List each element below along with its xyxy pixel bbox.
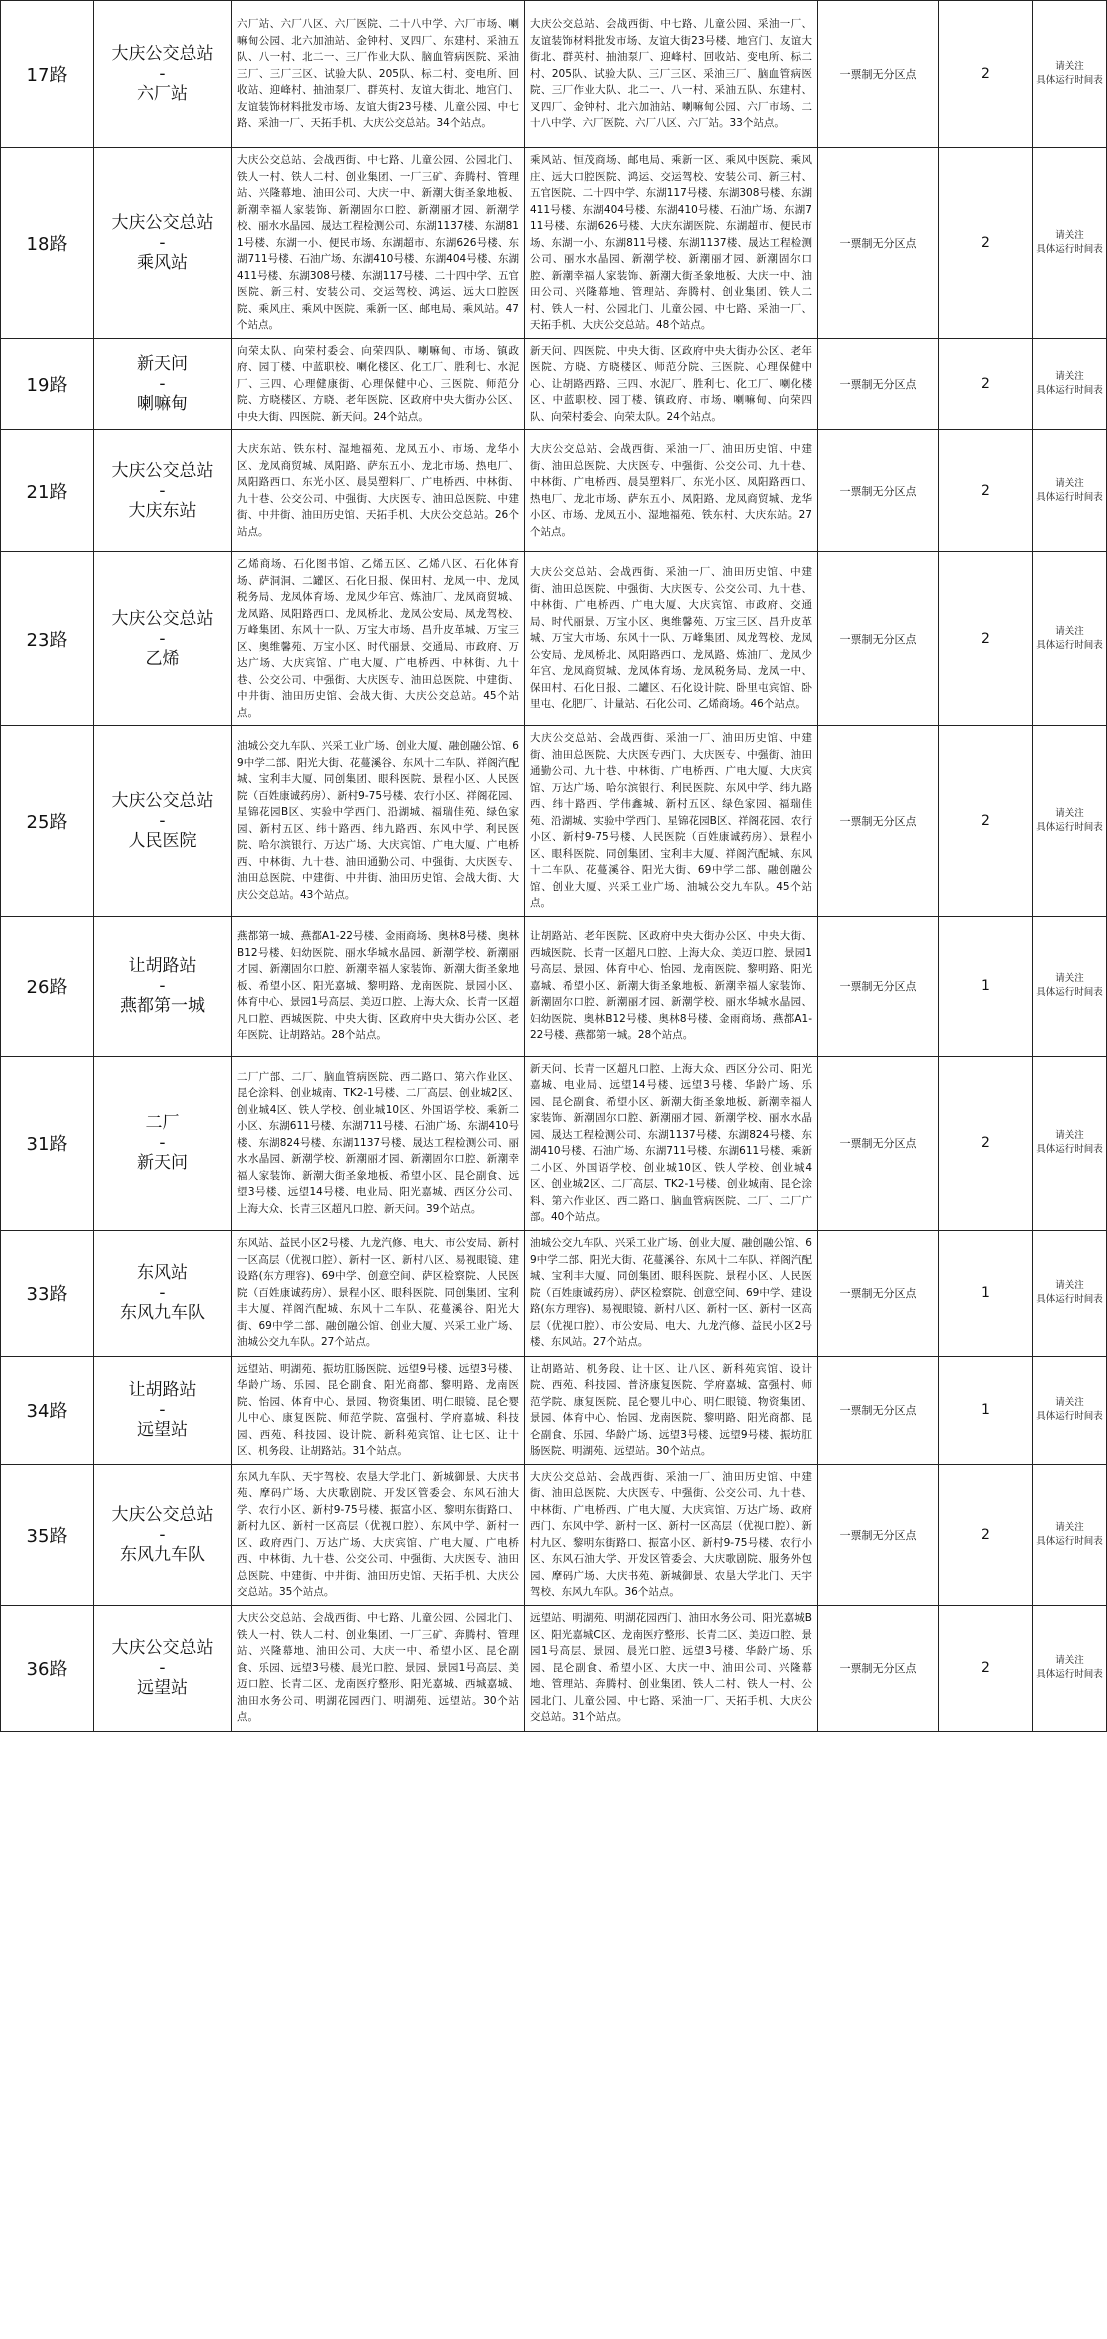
fare-type: 一票制无分区点 (818, 916, 939, 1056)
note-line-1: 请关注 (1055, 1130, 1084, 1141)
fare-type: 一票制无分区点 (818, 338, 939, 430)
note-line-2: 具体运行时间表 (1036, 384, 1103, 396)
stops-down: 大庆公交总站、会战西街、采油一厂、油田历史馆、中建街、油田总医院、大庆医专、中强街、公交公司、九十巷、中林街、广电桥西、广电大厦、大庆宾馆、万达广场、政府西门、东风中学、新村一区、新村一区高层（优视口腔）、新村九区、黎明东街路口、振富小区、新村9-75号楼、农行小区、东风石油大学、开发区管委会、大庆歌剧院、服务外包园、摩码广场、大庆书苑、新城御景、农垦大学北门、天宇驾校、东风九车队。36个站点。 (525, 1464, 818, 1605)
route-terminals (94, 430, 232, 552)
route-terminals (94, 1, 232, 148)
terminal-separator: - (159, 64, 166, 84)
schedule-note (1033, 1356, 1107, 1464)
note-line-1: 请关注 (1055, 61, 1084, 72)
stops-down: 让胡路站、机务段、让十区、让八区、新科苑宾馆、设计院、西苑、科技园、普济康复医院、学府嘉城、富强村、师范学院、康复医院、昆仑婴儿中心、明仁眼镜、物资集团、景园、体育中心、怡园、龙南医院、黎明路、阳光商都、昆仑副食、乐园、华龄广场、远望3号楼、远望9号楼、振坊肛肠医院、明湖苑、远望站。30个站点。 (525, 1356, 818, 1464)
note-line-1: 请关注 (1055, 625, 1084, 637)
table-row (1, 1056, 1107, 1230)
route-number: 31路 (1, 1056, 94, 1230)
fare-type: 一票制无分区点 (818, 430, 939, 552)
stops-down: 油城公交九车队、兴采工业广场、创业大厦、融创融公馆、69中学二部、阳光大街、花蔓溪谷、东风十二车队、祥阁汽配城、宝利丰大厦、同创集团、眼科医院、景程小区、人民医院（百姓康诚药房）、萨区检察院、创意空间、69中学、建设路(东方理容)、易视眼镜、新村八区、新村一区、新村一区高层（优视口腔）、市公安局、电大、九龙汽修、益民小区2号楼、东风站。27个站点。 (525, 1230, 818, 1356)
route-number: 25路 (1, 726, 94, 917)
stops-up: 向荣太队、向荣村委会、向荣四队、喇嘛甸、市场、镇政府、园丁楼、中蓝职校、喇化楼区、化工厂、胜利七、水泥厂、三四、心理健康街、心理保健中心、三医院、师范分院、方晓楼区、方晓、老年医院、区政府中央大街办公区、中央大街、四医院、新天问。24个站点。 (232, 338, 525, 430)
fare-amount: 1 (939, 1356, 1033, 1464)
note-line-1: 请关注 (1055, 1521, 1084, 1533)
note-line-1: 请关注 (1055, 229, 1084, 241)
fare-type: 一票制无分区点 (818, 552, 939, 726)
schedule-note (1033, 726, 1107, 917)
table-row (1, 148, 1107, 339)
terminal-from: 东风站 (137, 1263, 188, 1283)
fare-amount: 2 (939, 552, 1033, 726)
note-line-2: 具体运行时间表 (1036, 1535, 1103, 1547)
terminal-from: 大庆公交总站 (111, 1504, 214, 1525)
table-row (1, 1230, 1107, 1356)
note-line-2: 具体运行时间表 (1036, 1669, 1103, 1680)
route-number: 34路 (1, 1356, 94, 1464)
note-line-1: 请关注 (1055, 807, 1084, 819)
schedule-note (1033, 1605, 1107, 1731)
schedule-note (1033, 338, 1107, 430)
fare-amount: 2 (939, 1056, 1033, 1230)
route-terminals (94, 1056, 232, 1230)
route-number: 35路 (1, 1464, 94, 1605)
note-line-1: 请关注 (1055, 370, 1084, 382)
note-line-2: 具体运行时间表 (1036, 491, 1103, 503)
fare-amount: 2 (939, 1, 1033, 148)
fare-type: 一票制无分区点 (818, 726, 939, 917)
route-terminals (94, 1605, 232, 1731)
terminal-from: 大庆公交总站 (111, 212, 214, 233)
terminal-separator: - (159, 1400, 166, 1420)
route-number: 33路 (1, 1230, 94, 1356)
terminal-from: 大庆公交总站 (111, 1638, 214, 1658)
fare-type: 一票制无分区点 (818, 1056, 939, 1230)
stops-down: 新天问、长青一区超凡口腔、上海大众、西区分公司、阳光嘉城、电业局、远望14号楼、远望3号楼、华龄广场、乐园、昆仑副食、希望小区、新潮大街圣象地板、新潮幸福人家装饰、新潮固尔口腔、新潮丽才园、新潮学校、丽水水晶园、晟达工程检测公司、东湖1137号楼、东湖824号楼、东湖410号楼、石油广场、东湖711号楼、东湖611号楼、乘新二小区、外国语学校、创业城10区、铁人学校、创业城4区、创业城2区、二厂高层、TK2-1号楼、创业城南、昆仑涂料、第六作业区、西二路口、脑血管病医院、二厂、二厂广部。40个站点。 (525, 1056, 818, 1230)
note-line-1: 请关注 (1055, 1397, 1084, 1408)
stops-up: 燕都第一城、燕都A1-22号楼、金雨商场、奥林8号楼、奥林B12号楼、妇幼医院、丽水华城水晶园、新潮学校、新潮丽才园、新潮固尔口腔、新潮幸福人家装饰、新潮大街圣象地板、希望小区、阳光嘉城、黎明路、龙南医院、景园小区、体育中心、景园1号高层、美迈口腔、上海大众、长青一区超凡口腔、西城医院、中央大街、区政府中央大街办公区、老年医院、让胡路站。28个站点。 (232, 916, 525, 1056)
fare-amount: 2 (939, 148, 1033, 339)
table-row (1, 726, 1107, 917)
fare-amount: 2 (939, 430, 1033, 552)
fare-type: 一票制无分区点 (818, 148, 939, 339)
terminal-to: 东风九车队 (120, 1544, 205, 1565)
terminal-separator: - (159, 1658, 166, 1678)
table-row (1, 430, 1107, 552)
stops-up: 远望站、明湖苑、振坊肛肠医院、远望9号楼、远望3号楼、华龄广场、乐园、昆仑副食、阳光商都、黎明路、龙南医院、怡园、体育中心、景园、物资集团、明仁眼镜、昆仑婴儿中心、康复医院、师范学院、富强村、学府嘉城、科技园、西苑、科技园、设计院、新科苑宾馆、让七区、让十区、机务段、让胡路站。31个站点。 (232, 1356, 525, 1464)
terminal-from: 二厂 (145, 1113, 180, 1133)
fare-amount: 2 (939, 1464, 1033, 1605)
stops-up: 大庆东站、铁东村、湿地福苑、龙凤五小、市场、龙华小区、龙凤商贸城、凤阳路、萨东五小、龙北市场、热电厂、凤阳路西口、东光小区、晨昊塑料厂、广电桥西、中林街、九十巷、公交公司、中强街、大庆医专、油田总医院、中建街、中井街、油田历史馆、天拓手机、大庆公交总站。26个站点。 (232, 430, 525, 552)
fare-amount: 2 (939, 338, 1033, 430)
table-row (1, 1, 1107, 148)
terminal-separator: - (159, 1283, 166, 1303)
stops-down: 远望站、明湖苑、明湖花园西门、油田水务公司、阳光嘉城B区、阳光嘉城C区、龙南医疗整形、长青二区、美迈口腔、景园1号高层、景园、晨光口腔、远望3号楼、华龄广场、乐园、昆仑副食、希望小区、大庆一中、油田公司、兴隆幕地、管理站、奔腾村、创业集团、铁人二村、铁人一村、公园北门、儿童公园、中七路、采油一厂、天拓手机、大庆公交总站。31个站点。 (525, 1605, 818, 1731)
table-row (1, 1464, 1107, 1605)
schedule-note (1033, 148, 1107, 339)
table-row (1, 338, 1107, 430)
terminal-to: 人民医院 (128, 830, 197, 851)
note-line-1: 请关注 (1055, 1655, 1084, 1666)
stops-up: 乙烯商场、石化图书馆、乙烯五区、乙烯八区、石化体育场、萨洞洞、二罐区、石化日报、保田村、龙凤一中、龙凤税务局、龙凤体育场、龙凤少年宫、炼油厂、龙凤商贸城、龙凤路、凤阳路西口、龙凤桥北、龙凤公安局、凤龙驾校、万峰集团、东风十一队、万宝大市场、昌升皮革城、万宝三区、奥维馨苑、万宝小区、时代丽景、交通局、市政府、万达广场、大庆宾馆、广电大厦、广电桥西、中林街、九十巷、公交公司、中强街、大庆医专、油田总医院、中建街、中井街、油田历史馆、会战大街、大庆公交总站。45个站点。 (232, 552, 525, 726)
terminal-to: 燕都第一城 (120, 996, 205, 1016)
route-number: 36路 (1, 1605, 94, 1731)
stops-up: 六厂站、六厂八区、六厂医院、二十八中学、六厂市场、喇嘛甸公园、北六加油站、金钟村、叉四厂、东建村、采油五队、八一村、北二一、三厂作业大队、脑血管病医院、采油三厂、三厂三区、试验大队、205队、标二村、变电所、回收站、迎峰村、抽油泵厂、群英村、友谊大街北、地宫门、友谊装饰材料批发市场、友谊大街23号楼、儿童公园、中七路、采油一厂、天拓手机、大庆公交总站。34个站点。 (232, 1, 525, 148)
terminal-to: 新天问 (137, 1153, 188, 1173)
note-line-2: 具体运行时间表 (1036, 75, 1103, 86)
route-terminals (94, 552, 232, 726)
stops-up: 大庆公交总站、会战西街、中七路、儿童公园、公园北门、铁人一村、铁人二村、创业集团、一厂三矿、奔腾村、管理站、兴隆幕地、油田公司、大庆一中、希望小区、昆仑副食、乐园、远望3号楼、晨光口腔、景园、景园1号高层、美迈口腔、长青二区、龙南医疗整形、阳光嘉城、西城嘉城、油田水务公司、明湖花园西门、明湖苑、远望站。30个站点。 (232, 1605, 525, 1731)
terminal-to: 喇嘛甸 (137, 393, 188, 414)
table-row (1, 1356, 1107, 1464)
note-line-2: 具体运行时间表 (1036, 1294, 1103, 1305)
stops-down: 让胡路站、老年医院、区政府中央大街办公区、中央大街、西城医院、长青一区超凡口腔、上海大众、美迈口腔、景园1号高层、景园、体育中心、怡园、龙南医院、黎明路、阳光嘉城、希望小区、新潮大街圣象地板、新潮幸福人家装饰、新潮固尔口腔、新潮丽才园、新潮学校、丽水华城水晶园、妇幼医院、奥林B12号楼、奥林8号楼、金雨商场、燕都A1-22号楼、燕都第一城。28个站点。 (525, 916, 818, 1056)
stops-down: 大庆公交总站、会战西街、采油一厂、油田历史馆、中建街、油田总医院、中强街、大庆医专、公交公司、九十巷、中林街、广电桥西、广电大厦、大庆宾馆、市政府、交通局、时代丽景、万宝小区、奥维馨苑、万宝三区、昌升皮革城、万宝大市场、东风十一队、万峰集团、凤龙驾校、龙凤公安局、龙凤桥北、凤阳路西口、龙凤路、炼油厂、龙凤少年宫、龙凤商贸城、龙凤体育场、龙凤税务局、龙凤一中、保田村、石化日报、二罐区、石化设计院、卧里屯宾馆、卧里屯、化肥厂、计量站、石化公司、乙烯商场。46个站点。 (525, 552, 818, 726)
fare-type: 一票制无分区点 (818, 1356, 939, 1464)
terminal-separator: - (159, 480, 166, 501)
terminal-to: 大庆东站 (128, 500, 197, 521)
terminal-to: 六厂站 (137, 84, 188, 104)
terminal-from: 让胡路站 (128, 1380, 197, 1400)
terminal-separator: - (159, 373, 166, 394)
stops-up: 东风站、益民小区2号楼、九龙汽修、电大、市公安局、新村一区高层（优视口腔）、新村一区、新村八区、易视眼镜、建设路(东方理容)、69中学、创意空间、萨区检察院、人民医院（百姓康诚药房）、景程小区、眼科医院、同创集团、宝利丰大厦、祥阁汽配城、东风十二车队、花蔓溪谷、阳光大街、69中学二部、融创融公馆、创业大厦、兴采工业广场、油城公交九车队。27个站点。 (232, 1230, 525, 1356)
terminal-to: 乘风站 (137, 252, 188, 273)
terminal-from: 大庆公交总站 (111, 790, 214, 811)
fare-amount: 1 (939, 1230, 1033, 1356)
note-line-2: 具体运行时间表 (1036, 639, 1103, 651)
terminal-from: 大庆公交总站 (111, 44, 214, 64)
stops-up: 油城公交九车队、兴采工业广场、创业大厦、融创融公馆、69中学二部、阳光大街、花蔓溪谷、东风十二车队、祥阁汽配城、宝利丰大厦、同创集团、眼科医院、景程小区、人民医院（百姓康诚药房）、新村9-75号楼、农行小区、祥阁花园、星锦花园B区、实验中学西门、沿湖城、福瑞佳苑、绿色家园、新村五区、纬十路西、纬九路西、东风中学、利民医院、哈尔滨银行、万达广场、大庆宾馆、广电大厦、广电桥西、中林街、九十巷、油田通勤公司、中强街、大庆医专、油田总医院、中建街、中井街、油田历史馆、会战大街、大庆公交总站。43个站点。 (232, 726, 525, 917)
table-row (1, 552, 1107, 726)
schedule-note (1033, 430, 1107, 552)
terminal-separator: - (159, 976, 166, 996)
table-row (1, 916, 1107, 1056)
route-terminals (94, 1464, 232, 1605)
note-line-1: 请关注 (1055, 477, 1084, 489)
fare-type: 一票制无分区点 (818, 1230, 939, 1356)
note-line-1: 请关注 (1055, 973, 1084, 984)
fare-type: 一票制无分区点 (818, 1, 939, 148)
stops-down: 新天问、四医院、中央大街、区政府中央大街办公区、老年医院、方晓、方晓楼区、师范分院、三医院、心理保健中心、让胡路西路、三四、水泥厂、胜利七、化工厂、喇化楼区、中蓝职校、园丁楼、镇政府、市场、喇嘛甸、向荣四队、向荣村委会、向荣太队。24个站点。 (525, 338, 818, 430)
route-terminals (94, 1356, 232, 1464)
schedule-note (1033, 1464, 1107, 1605)
terminal-from: 大庆公交总站 (111, 460, 214, 481)
schedule-note (1033, 552, 1107, 726)
schedule-note (1033, 1230, 1107, 1356)
fare-type: 一票制无分区点 (818, 1605, 939, 1731)
stops-down: 大庆公交总站、会战西街、采油一厂、油田历史馆、中建街、油田总医院、大庆医专西门、大庆医专、中强街、油田通勤公司、九十巷、中林街、广电桥西、广电大厦、大庆宾馆、万达广场、哈尔滨银行、利民医院、东风中学、纬九路西、纬十路西、学伟鑫城、新村五区、绿色家园、福瑞佳苑、沿湖城、实验中学西门、星锦花园B区、祥阁花园、农行小区、新村9-75号楼、人民医院（百姓康诚药房）、景程小区、眼科医院、同创集团、宝利丰大厦、祥阁汽配城、东风十二车队、花蔓溪谷、阳光大街、69中学二部、融创融公馆、创业大厦、兴采工业广场、油城公交九车队。45个站点。 (525, 726, 818, 917)
routes-table-body (1, 1, 1107, 1732)
note-line-2: 具体运行时间表 (1036, 821, 1103, 833)
route-terminals (94, 1230, 232, 1356)
terminal-from: 大庆公交总站 (111, 608, 214, 629)
note-line-2: 具体运行时间表 (1036, 1144, 1103, 1155)
terminal-to: 乙烯 (145, 648, 180, 669)
stops-up: 大庆公交总站、会战西街、中七路、儿童公园、公园北门、铁人一村、铁人二村、创业集团、一厂三矿、奔腾村、管理站、兴隆幕地、油田公司、大庆一中、新潮大街圣象地板、新潮幸福人家装饰、新潮固尔口腔、新潮丽才园、新潮学校、丽水水晶园、晟达工程检测公司、东湖1137楼、东湖811号楼、东湖一小、便民市场、东湖超市、东湖626号楼、东湖711号楼、石油广场、东湖410号楼、东湖404号楼、东湖411号楼、东湖308号楼、东湖117号楼、二十四中学、五官医院、新三村、安装公司、交运驾校、鸿运、远大口腔医院、乘风庄、乘风中医院、乘新一区、邮电局、乘风站。47个站点。 (232, 148, 525, 339)
note-line-2: 具体运行时间表 (1036, 987, 1103, 998)
fare-type: 一票制无分区点 (818, 1464, 939, 1605)
terminal-separator: - (159, 232, 166, 253)
schedule-note (1033, 1, 1107, 148)
fare-amount: 1 (939, 916, 1033, 1056)
route-number: 23路 (1, 552, 94, 726)
note-line-2: 具体运行时间表 (1036, 1411, 1103, 1422)
route-number: 18路 (1, 148, 94, 339)
terminal-to: 远望站 (137, 1678, 188, 1698)
terminal-separator: - (159, 810, 166, 831)
schedule-note (1033, 916, 1107, 1056)
route-terminals (94, 726, 232, 917)
schedule-note (1033, 1056, 1107, 1230)
stops-up: 二厂广部、二厂、脑血管病医院、西二路口、第六作业区、昆仑涂料、创业城南、TK2-1号楼、二厂高层、创业城2区、创业城4区、铁人学校、创业城10区、外国语学校、乘新二小区、东湖611号楼、东湖711号楼、石油广场、东湖410号楼、东湖824号楼、东湖1137号楼、晟达工程检测公司、丽水水晶园、新潮学校、新潮丽才园、新潮固尔口腔、新潮幸福人家装饰、新潮大街圣象地板、希望小区、昆仑副食、远望3号楼、远望14号楼、电业局、阳光嘉城、西区分公司、上海大众、长青三区超凡口腔、新天问。39个站点。 (232, 1056, 525, 1230)
fare-amount: 2 (939, 726, 1033, 917)
terminal-to: 远望站 (137, 1420, 188, 1440)
route-number: 26路 (1, 916, 94, 1056)
stops-up: 东风九车队、天宇驾校、农垦大学北门、新城御景、大庆书苑、摩码广场、大庆歌剧院、开发区管委会、东风石油大学、农行小区、新村9-75号楼、振富小区、黎明东街路口、新村九区、新村一区高层（优视口腔）、东风中学、新村一区、政府西门、万达广场、大庆宾馆、广电大厦、广电桥西、中林街、九十巷、公交公司、中强街、大庆医专、油田总医院、中建街、中井街、油田历史馆、天拓手机、大庆公交总站。35个站点。 (232, 1464, 525, 1605)
route-number: 17路 (1, 1, 94, 148)
stops-down: 大庆公交总站、会战西街、中七路、儿童公园、采油一厂、友谊装饰材料批发市场、友谊大街23号楼、地宫门、友谊大街北、群英村、抽油泵厂、迎峰村、回收站、变电所、标二村、205队、试验大队、三厂三区、采油三厂、脑血管病医院、三厂作业大队、北二一、八一村、采油五队、东建村、叉四厂、金钟村、北六加油站、喇嘛甸公园、六厂市场、二十八中学、六厂医院、六厂八区、六厂站。33个站点。 (525, 1, 818, 148)
terminal-from: 新天问 (137, 353, 188, 374)
route-number: 19路 (1, 338, 94, 430)
terminal-from: 让胡路站 (128, 956, 197, 976)
terminal-separator: - (159, 1524, 166, 1545)
terminal-separator: - (159, 1133, 166, 1153)
terminal-separator: - (159, 628, 166, 649)
route-terminals (94, 338, 232, 430)
note-line-2: 具体运行时间表 (1036, 243, 1103, 255)
route-terminals (94, 916, 232, 1056)
fare-amount: 2 (939, 1605, 1033, 1731)
route-number: 21路 (1, 430, 94, 552)
terminal-to: 东风九车队 (120, 1303, 205, 1323)
stops-down: 乘风站、恒茂商场、邮电局、乘新一区、乘风中医院、乘风庄、远大口腔医院、鸿运、交运驾校、安装公司、新三村、五官医院、二十四中学、东湖117号楼、东湖308号楼、东湖411号楼、东湖404号楼、东湖410号楼、石油广场、东湖711号楼、东湖626号楼、大庆东湖医院、东湖超市、便民市场、东湖一小、东湖811号楼、东湖1137楼、晟达工程检测公司、丽水水晶园、新潮学校、新潮丽才园、新潮固尔口腔、新潮幸福人家装饰、新潮大街圣象地板、大庆一中、油田公司、兴隆幕地、管理站、奔腾村、创业集团、铁人二村、铁人一村、公园北门、儿童公园、中七路、采油一厂、天拓手机、大庆公交总站。48个站点。 (525, 148, 818, 339)
stops-down: 大庆公交总站、会战西街、采油一厂、油田历史馆、中建街、油田总医院、大庆医专、中强街、公交公司、九十巷、中林街、广电桥西、晨昊塑料厂、东光小区、凤阳路西口、热电厂、龙北市场、萨东五小、凤阳路、龙凤商贸城、龙华小区、市场、龙凤五小、湿地福苑、铁东村、大庆东站。27个站点。 (525, 430, 818, 552)
route-terminals (94, 148, 232, 339)
table-row (1, 1605, 1107, 1731)
note-line-1: 请关注 (1055, 1280, 1084, 1291)
